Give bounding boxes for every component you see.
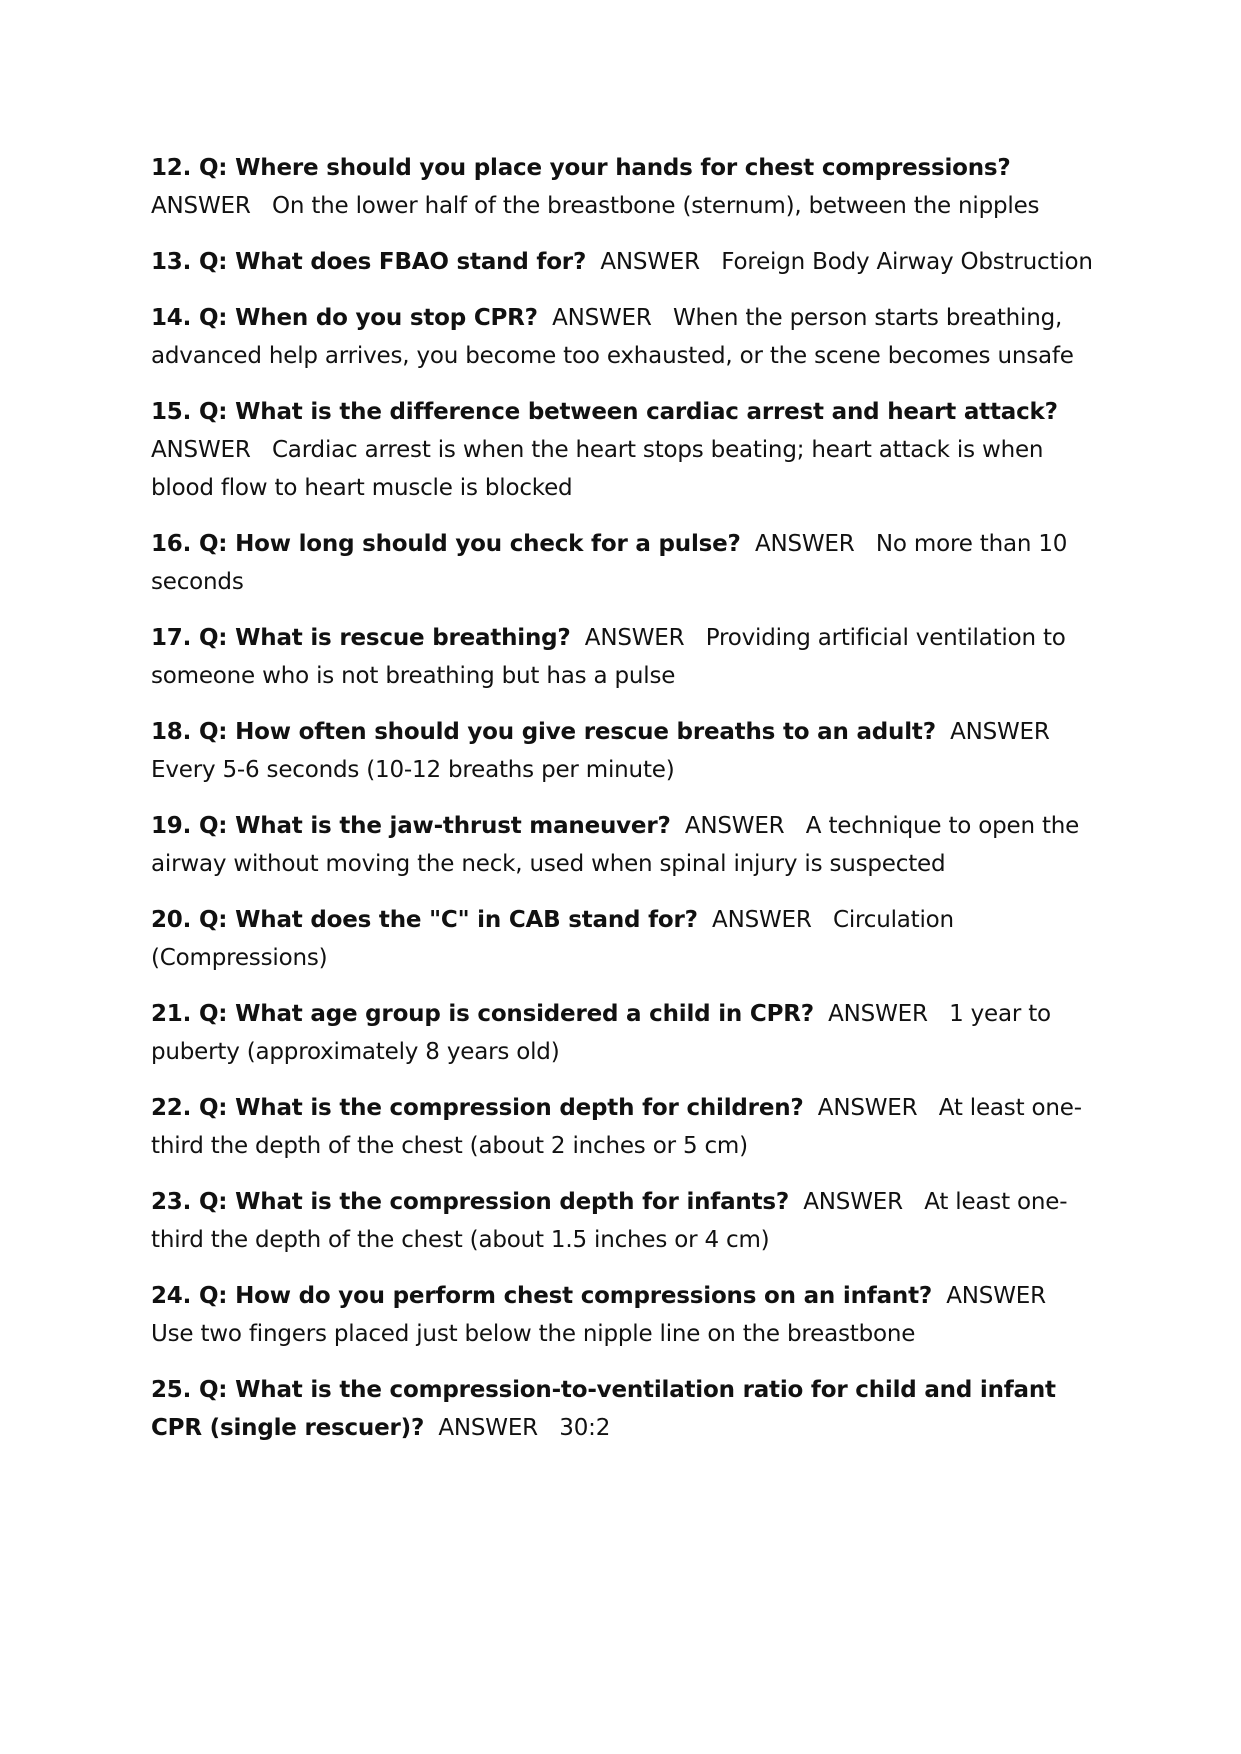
question: 25. Q: What is the compression-to-ventilation ratio for child and infant CPR (single rescuer)? <box>151 1377 1056 1441</box>
qa-item-12 <box>151 149 1101 225</box>
qa-list <box>151 149 1101 1465</box>
answer-label: ANSWER <box>151 193 251 219</box>
answer-text: When the person starts breathing, advanced help arrives, you become too exhausted, or the scene becomes unsafe <box>151 305 1074 369</box>
qa-item-23 <box>151 1183 1101 1259</box>
answer-label: ANSWER <box>684 813 785 839</box>
question: 22. Q: What is the compression depth for children? <box>151 1095 804 1121</box>
answer-text: Foreign Body Airway Obstruction <box>721 249 1093 275</box>
qa-item-22 <box>151 1089 1101 1165</box>
answer-label: ANSWER <box>754 531 855 557</box>
question: 20. Q: What does the "C" in CAB stand for? <box>151 907 698 933</box>
answer-text: Providing artificial ventilation to someone who is not breathing but has a pulse <box>151 625 1066 689</box>
qa-item-25 <box>151 1371 1101 1447</box>
question: 14. Q: When do you stop CPR? <box>151 305 538 331</box>
answer-text: A technique to open the airway without moving the neck, used when spinal injury is suspected <box>151 813 1080 877</box>
question: 19. Q: What is the jaw-thrust maneuver? <box>151 813 671 839</box>
question: 15. Q: What is the difference between cardiac arrest and heart attack? <box>151 399 1058 425</box>
qa-item-13 <box>151 243 1101 281</box>
question: 18. Q: How often should you give rescue breaths to an adult? <box>151 719 936 745</box>
answer-text: On the lower half of the breastbone (sternum), between the nipples <box>271 193 1040 219</box>
answer-text: 30:2 <box>559 1415 611 1441</box>
answer-label: ANSWER <box>946 1283 1046 1309</box>
answer-label: ANSWER <box>151 437 251 463</box>
qa-item-21 <box>151 995 1101 1071</box>
answer-label: ANSWER <box>803 1189 903 1215</box>
answer-label: ANSWER <box>600 249 700 275</box>
question: 24. Q: How do you perform chest compressions on an infant? <box>151 1283 933 1309</box>
answer-text: At least one-third the depth of the chest (about 1.5 inches or 4 cm) <box>151 1189 1068 1253</box>
qa-item-15 <box>151 393 1101 507</box>
answer-label: ANSWER <box>438 1415 538 1441</box>
answer-label: ANSWER <box>817 1095 918 1121</box>
answer-label: ANSWER <box>950 719 1050 745</box>
answer-text: Use two fingers placed just below the nipple line on the breastbone <box>151 1321 916 1347</box>
question: 16. Q: How long should you check for a pulse? <box>151 531 741 557</box>
answer-text: Every 5-6 seconds (10-12 breaths per minute) <box>151 757 675 783</box>
answer-label: ANSWER <box>552 305 652 331</box>
answer-text: No more than 10 seconds <box>151 531 1068 595</box>
question: 23. Q: What is the compression depth for infants? <box>151 1189 790 1215</box>
answer-text: Circulation (Compressions) <box>151 907 954 971</box>
answer-text: 1 year to puberty (approximately 8 years old) <box>151 1001 1051 1065</box>
question: 12. Q: Where should you place your hands for chest compressions? <box>151 155 1011 181</box>
qa-item-24 <box>151 1277 1101 1353</box>
question: 17. Q: What is rescue breathing? <box>151 625 571 651</box>
qa-item-20 <box>151 901 1101 977</box>
qa-item-14 <box>151 299 1101 375</box>
question: 13. Q: What does FBAO stand for? <box>151 249 587 275</box>
answer-text: At least one-third the depth of the chest (about 2 inches or 5 cm) <box>151 1095 1082 1159</box>
answer-label: ANSWER <box>712 907 812 933</box>
qa-item-16 <box>151 525 1101 601</box>
question: 21. Q: What age group is considered a child in CPR? <box>151 1001 814 1027</box>
qa-item-18 <box>151 713 1101 789</box>
answer-label: ANSWER <box>828 1001 928 1027</box>
qa-item-17 <box>151 619 1101 695</box>
answer-text: Cardiac arrest is when the heart stops beating; heart attack is when blood flow to heart muscle is blocked <box>151 437 1044 501</box>
answer-label: ANSWER <box>584 625 685 651</box>
qa-item-19 <box>151 807 1101 883</box>
